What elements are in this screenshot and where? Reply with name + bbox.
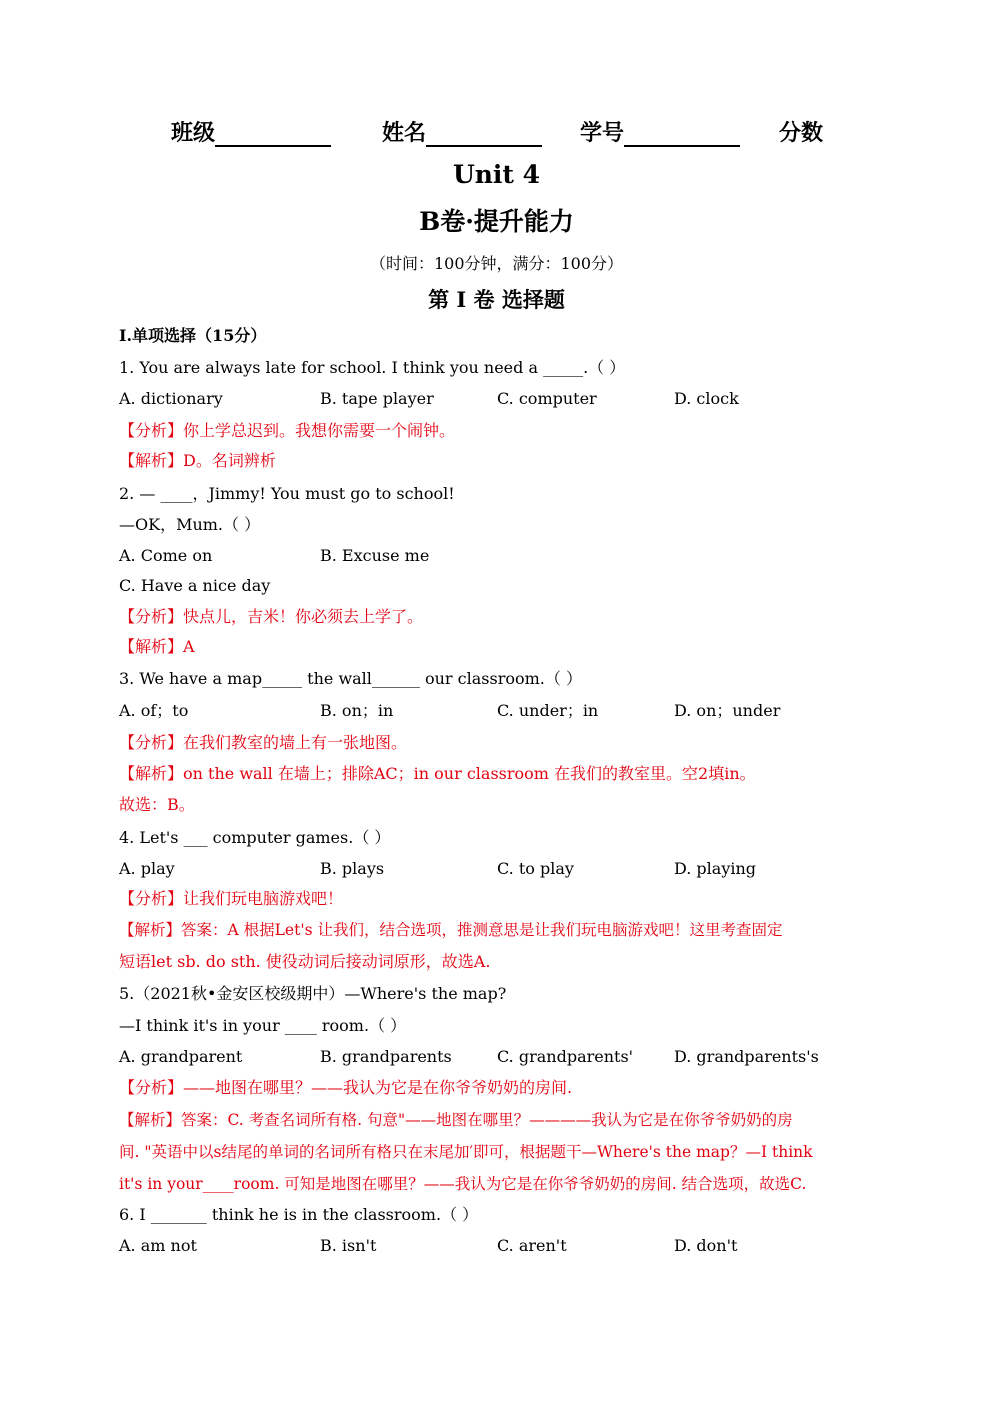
answer-text: 【解析】答案：A 根据Let's 让我们，结合选项，推测意思是让我们玩电脑游戏吧！这里考查固定 [119,921,783,939]
score-label: 分数 [779,120,824,146]
id-label: 学号 [580,120,625,146]
option-b[interactable]: B. isn't [320,1236,377,1255]
answer-text: 【解析】A [119,637,195,656]
option-b[interactable]: B. plays [320,859,385,878]
option-c[interactable]: C. Have a nice day [119,576,271,595]
option-a[interactable]: A. am not [119,1236,197,1255]
question-stem: —I think it's in your ____ room.（ ） [119,1016,407,1035]
answer-text: 【解析】D。名词辨析 [119,451,276,470]
answer-text: 间. "英语中以s结尾的单词的名词所有格只在末尾加′即可，根据题干—Where's the map？—I think [119,1143,813,1161]
analysis-text: 【分析】快点儿，吉米！你必须去上学了。 [119,607,424,626]
class-label: 班级 [171,120,216,146]
answer-text: 【解析】on the wall 在墙上；排除AC；in our classroom 在我们的教室里。空2填in。 [119,764,756,783]
id-blank[interactable] [624,119,740,147]
question-stem: 5.（2021秋•金安区校级期中）—Where's the map? [119,984,507,1003]
option-d[interactable]: D. clock [674,389,739,408]
analysis-text: 【分析】——地图在哪里？——我认为它是在你爷爷奶奶的房间. [119,1078,573,1097]
answer-text: 故选：B。 [119,795,195,814]
option-a[interactable]: A. dictionary [119,389,223,408]
volume-title: B卷·提升能力 [419,207,574,236]
option-a[interactable]: A. Come on [119,546,213,565]
id-field [580,116,740,147]
option-c[interactable]: C. to play [497,859,574,878]
section-heading: I.单项选择（15分） [119,326,267,345]
answer-text: 【解析】答案：C. 考查名词所有格. 句意"——地图在哪里？————我认为它是在你爷爷奶奶的房 [119,1111,793,1129]
analysis-text: 【分析】在我们教室的墙上有一张地图。 [119,733,408,752]
option-c[interactable]: C. grandparents' [497,1047,634,1066]
option-c[interactable]: C. under；in [497,701,599,720]
name-field [382,116,542,147]
name-label: 姓名 [382,120,427,146]
class-field [171,116,331,147]
option-b[interactable]: B. on；in [320,701,394,720]
unit-title: Unit 4 [452,160,541,189]
question-stem: 3. We have a map_____ the wall______ our classroom.（ ） [119,669,582,688]
option-b[interactable]: B. Excuse me [320,546,430,565]
question-stem: —OK，Mum.（ ） [119,515,261,534]
option-d[interactable]: D. playing [674,859,757,878]
score-field [779,116,823,147]
question-stem: 4. Let's ___ computer games.（ ） [119,828,391,847]
option-b[interactable]: B. tape player [320,389,434,408]
answer-text: 短语let sb. do sth. 使役动词后接动词原形，故选A. [119,952,491,971]
question-stem: 1. You are always late for school. I think you need a _____.（ ） [119,358,626,377]
name-blank[interactable] [426,119,542,147]
question-stem: 2. — ____，Jimmy! You must go to school! [119,484,455,503]
answer-text: it's in your____room. 可知是地图在哪里？——我认为它是在你爷爷奶奶的房间. 结合选项，故选C. [119,1175,807,1193]
option-a[interactable]: A. play [119,859,175,878]
part-title: 第 I 卷 选择题 [428,287,565,312]
time-info: （时间：100分钟，满分：100分） [369,254,624,273]
option-b[interactable]: B. grandparents [320,1047,452,1066]
analysis-text: 【分析】让我们玩电脑游戏吧！ [119,889,344,908]
analysis-text: 【分析】你上学总迟到。我想你需要一个闹钟。 [119,421,456,440]
option-c[interactable]: C. aren't [497,1236,567,1255]
option-d[interactable]: D. on；under [674,701,781,720]
option-a[interactable]: A. of；to [119,701,189,720]
option-a[interactable]: A. grandparent [119,1047,243,1066]
option-c[interactable]: C. computer [497,389,597,408]
class-blank[interactable] [215,119,331,147]
option-d[interactable]: D. grandparents's [674,1047,819,1066]
student-info-row [0,116,993,152]
question-stem: 6. I _______ think he is in the classroom.（ ） [119,1205,479,1224]
option-d[interactable]: D. don't [674,1236,738,1255]
